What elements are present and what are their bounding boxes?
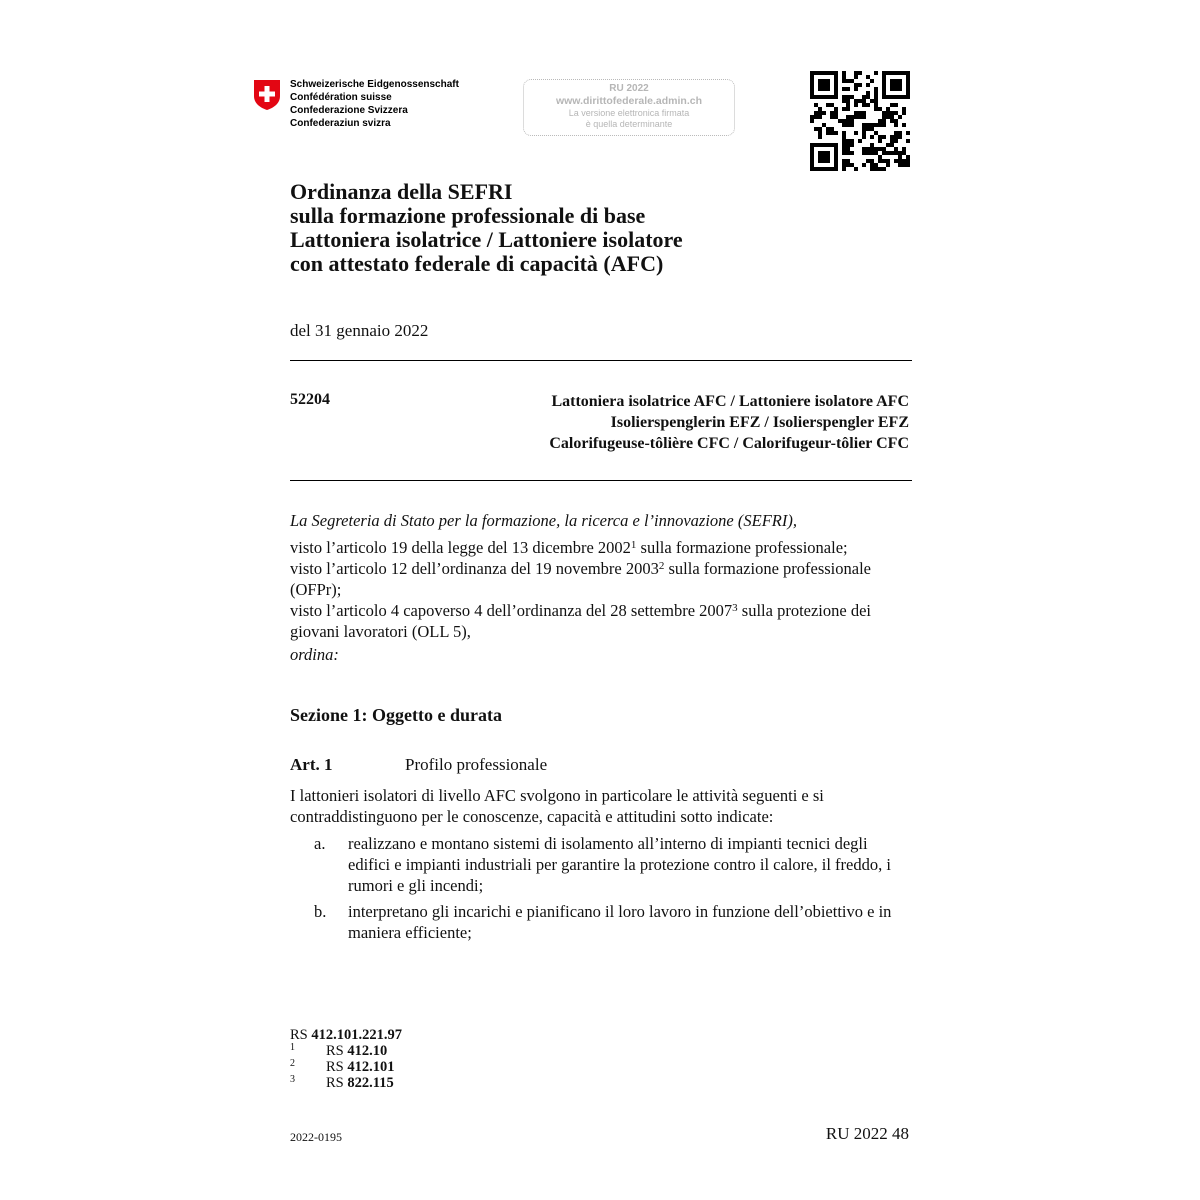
ordinance-title [290, 180, 683, 276]
footnote-2 [290, 1059, 402, 1075]
footnote-3-number: 3 [290, 1074, 295, 1085]
preamble-ordina: ordina: [290, 645, 339, 664]
consideration-3-text: visto l’articolo 4 capoverso 4 dell’ordinanza del 28 settembre 2007 [290, 601, 733, 620]
swiss-cross-logo [253, 79, 281, 111]
preamble-considerations [290, 537, 912, 665]
footnote-2-ref: 412.101 [347, 1059, 395, 1075]
footnote-3-ref: 822.115 [347, 1075, 394, 1091]
title-line-2: sulla formazione professionale di base [290, 203, 646, 228]
divider-top [290, 360, 912, 361]
footnote-1-number: 1 [290, 1042, 295, 1053]
occupation-code: 52204 [290, 391, 330, 408]
consideration-3-tail: sulla protezione dei giovani lavoratori (OLL 5), [290, 601, 872, 641]
footnote-1-prefix: RS [326, 1043, 348, 1059]
ordinance-date: del 31 gennaio 2022 [290, 321, 429, 340]
article-title: Profilo professionale [405, 755, 548, 774]
list-item-a-text: realizzano e montano sistemi di isolamento all’interno di impianti tecnici degli edifici e impianti industriali per garantire la protezione contro il calore, il freddo, i rumori e gli incendi; [348, 834, 891, 895]
rs-main-prefix: RS [290, 1027, 312, 1043]
publication-stamp [523, 79, 735, 136]
federation-names [290, 78, 459, 130]
footnote-2-prefix: RS [326, 1059, 348, 1075]
rs-main-number: 412.101.221.97 [311, 1027, 402, 1043]
footnote-ref-1[interactable]: 1 [630, 539, 637, 551]
stamp-note-2: è quella determinante [585, 119, 673, 129]
list-item-b-letter: b. [314, 902, 327, 921]
designation-de: Isolierspenglerin EFZ / Isolierspengler EFZ [610, 414, 909, 431]
stamp-url: www.dirittofederale.admin.ch [555, 95, 703, 107]
section-title: Sezione 1: Oggetto e durata [290, 705, 502, 725]
federation-name-fr: Confédération suisse [290, 92, 392, 103]
divider-bottom [290, 480, 912, 481]
footnote-3-prefix: RS [326, 1075, 348, 1091]
rs-main-reference [290, 1027, 402, 1043]
consideration-2-tail: sulla formazione professionale (OFPr); [290, 559, 871, 599]
footnote-1 [290, 1043, 402, 1059]
federation-name-de: Schweizerische Eidgenossenschaft [290, 79, 459, 90]
consideration-2-text: visto l’articolo 12 dell’ordinanza del 19 novembre 2003 [290, 559, 659, 578]
title-line-1: Ordinanza della SEFRI [290, 179, 513, 204]
footnote-ref-3[interactable]: 3 [732, 602, 738, 614]
federation-name-rm: Confederaziun svizra [290, 118, 391, 129]
article-intro: I lattonieri isolatori di livello AFC svolgono in particolare le attività seguenti e si contraddistinguono per le conoscenze, capacità e attitudini sotto indicate: [290, 786, 824, 826]
designation-fr: Calorifugeuse-tôlière CFC / Calorifugeur-tôlier CFC [549, 435, 909, 452]
title-line-4: con attestato federale di capacità (AFC) [290, 251, 664, 276]
document-id: 2022-0195 [290, 1130, 342, 1144]
consideration-1-text: visto l’articolo 19 della legge del 13 dicembre 2002 [290, 538, 631, 557]
list-item-a-letter: a. [314, 834, 326, 853]
consideration-3 [290, 600, 912, 642]
consideration-2 [290, 558, 912, 600]
official-compilation-ref: RU 2022 48 [825, 1124, 909, 1143]
footnote-2-number: 2 [290, 1058, 295, 1069]
qr-code [810, 71, 910, 171]
footnotes [290, 1027, 402, 1091]
footnote-3 [290, 1075, 402, 1091]
designation-it: Lattoniera isolatrice AFC / Lattoniere isolatore AFC [551, 393, 909, 410]
stamp-note-1: La versione elettronica firmata [568, 108, 690, 118]
footnote-ref-2[interactable]: 2 [658, 560, 665, 572]
consideration-1 [290, 537, 912, 558]
article-number: Art. 1 [290, 755, 333, 774]
stamp-ru: RU 2022 [609, 83, 649, 94]
footnote-1-ref: 412.10 [347, 1043, 388, 1059]
preamble-authority: La Segreteria di Stato per la formazione, la ricerca e l’innovazione (SEFRI), [290, 511, 797, 530]
occupation-designations [549, 391, 909, 454]
title-line-3: Lattoniera isolatrice / Lattoniere isolatore [290, 227, 683, 252]
consideration-1-tail: sulla formazione professionale; [636, 538, 848, 557]
federation-name-it: Confederazione Svizzera [290, 105, 408, 116]
list-item-b-text: interpretano gli incarichi e pianificano il loro lavoro in funzione dell’obiettivo e in maniera efficiente; [348, 902, 892, 942]
